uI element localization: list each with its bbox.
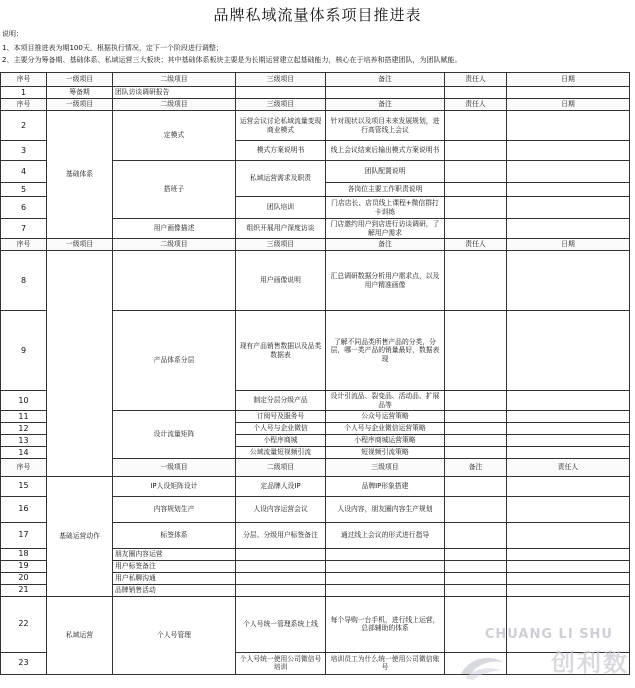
level3-cell: 私域运营需求及职责	[236, 161, 326, 197]
row-number: 8	[1, 251, 47, 311]
row-number: 2	[1, 111, 47, 141]
note-cell	[326, 560, 445, 572]
level2-cell: 内容规划生产	[113, 496, 236, 522]
header-cell: 序号	[1, 239, 47, 251]
owner-cell	[445, 476, 507, 496]
level2-cell: 设计流量矩阵	[113, 411, 236, 459]
owner-cell	[445, 411, 507, 423]
row-number: 22	[1, 596, 47, 652]
header-cell: 一级项目	[47, 73, 113, 87]
date-cell	[507, 197, 630, 219]
level3-cell: 订阅号及服务号	[236, 411, 326, 423]
level2-cell: 个人号管理	[113, 596, 236, 674]
table-row	[1, 111, 630, 141]
level3-cell	[236, 584, 326, 596]
header-row	[1, 99, 630, 111]
note-cell: 门店店长、店员线上课程+微信群打卡训练	[326, 197, 445, 219]
level3-cell: 小程序商城	[236, 435, 326, 447]
note-cell: 品牌IP形象搭建	[326, 476, 445, 496]
row-number: 14	[1, 447, 47, 459]
level2-cell: 朋友圈内容运营	[113, 548, 236, 560]
header-cell: 三级项目	[236, 99, 326, 111]
date-cell	[507, 522, 630, 548]
owner-cell	[445, 141, 507, 161]
header-cell: 备注	[326, 99, 445, 111]
owner-cell	[445, 219, 507, 239]
header-cell: 三级项目	[326, 459, 445, 477]
level3-cell: 制定分层分级产品	[236, 391, 326, 411]
owner-cell	[445, 197, 507, 219]
owner-cell	[445, 496, 507, 522]
note-line-1: 说明：	[2, 30, 23, 38]
level3-cell: 个人号与企业微信	[236, 423, 326, 435]
date-cell	[507, 447, 630, 459]
date-cell	[507, 476, 630, 496]
date-cell	[507, 560, 630, 572]
level3-cell: 运营会议讨论私域流量变现商业模式	[236, 111, 326, 141]
date-cell	[507, 251, 630, 311]
date-cell	[507, 141, 630, 161]
page-title: 品牌私域流量体系项目推进表	[213, 6, 422, 24]
table-row	[1, 87, 630, 99]
row-number: 7	[1, 219, 47, 239]
header-cell: 一级项目	[47, 239, 113, 251]
level3-cell	[236, 572, 326, 584]
row-number: 10	[1, 391, 47, 411]
header-cell: 一级项目	[113, 459, 236, 477]
note-cell	[326, 548, 445, 560]
watermark-chinese: 创利数	[551, 649, 629, 677]
owner-cell	[445, 111, 507, 141]
level3-cell: 定品牌人设IP	[236, 476, 326, 496]
date-cell	[507, 496, 630, 522]
row-number: 16	[1, 496, 47, 522]
header-cell: 日期	[507, 99, 630, 111]
owner-cell	[445, 87, 507, 99]
row-number: 1	[1, 87, 47, 99]
owner-cell	[445, 435, 507, 447]
row-number: 3	[1, 141, 47, 161]
level2-cell: 产品体系分层	[113, 311, 236, 411]
date-cell	[507, 311, 630, 391]
header-cell: 三级项目	[236, 73, 326, 87]
row-number: 9	[1, 311, 47, 391]
level2-cell: 定模式	[113, 111, 236, 161]
date-cell	[507, 411, 630, 423]
note-cell: 通过线上会议的形式进行指导	[326, 522, 445, 548]
level2-cell: 用户标签备注	[113, 560, 236, 572]
level3-cell: 公域流量短视频引流	[236, 447, 326, 459]
date-cell	[507, 423, 630, 435]
note-cell: 针对现状以及项目未来发展规划，进行高管线上会议	[326, 111, 445, 141]
note-cell	[326, 584, 445, 596]
header-cell: 一级项目	[47, 99, 113, 111]
level2-cell: IP人设矩阵设计	[113, 476, 236, 496]
note-cell: 了解不同品类所售产品的分类，分层，哪一类产品的销量最好，数据表现	[326, 311, 445, 391]
level2-cell: 团队访谈调研报告	[113, 87, 236, 99]
note-cell: 人设内容，朋友圈内容生产规划	[326, 496, 445, 522]
owner-cell	[445, 391, 507, 411]
owner-cell	[445, 251, 507, 311]
row-number: 13	[1, 435, 47, 447]
watermark-english: CHUANG LI SHU	[484, 627, 613, 642]
date-cell	[507, 219, 630, 239]
level1-cell: 基础运营动作	[47, 476, 113, 596]
row-number: 21	[1, 584, 47, 596]
owner-cell	[445, 183, 507, 197]
level3-cell: 组织开展用户深度访谈	[236, 219, 326, 239]
owner-cell	[445, 423, 507, 435]
owner-cell	[445, 161, 507, 183]
header-row	[1, 73, 630, 87]
header-cell: 序号	[1, 99, 47, 111]
level3-cell: 分层、分级用户标签备注	[236, 522, 326, 548]
owner-cell	[445, 311, 507, 391]
date-cell	[507, 596, 630, 652]
note-cell: 汇总调研数据分析用户需求点，以及用户精准画像	[326, 251, 445, 311]
header-cell: 责任人	[445, 73, 507, 87]
header-cell: 责任人	[445, 239, 507, 251]
date-cell	[507, 435, 630, 447]
level1-cell: 筹备期	[47, 87, 113, 99]
owner-cell	[445, 596, 507, 652]
note-cell	[326, 87, 445, 99]
date-cell	[507, 572, 630, 584]
header-cell: 二级项目	[236, 459, 326, 477]
level1-cell	[47, 251, 113, 477]
row-number: 11	[1, 411, 47, 423]
level3-cell: 现有产品销售数据以及品类数据表	[236, 311, 326, 391]
project-table	[0, 72, 630, 675]
level2-cell: 搭班子	[113, 161, 236, 219]
level2-cell	[113, 251, 236, 311]
level2-cell: 品牌销售活动	[113, 584, 236, 596]
level2-cell: 标签体系	[113, 522, 236, 548]
level3-cell: 个人号统一使用公司微信号培训	[236, 652, 326, 674]
date-cell	[507, 183, 630, 197]
owner-cell	[445, 572, 507, 584]
header-cell: 序号	[1, 73, 47, 87]
date-cell	[507, 111, 630, 141]
note-cell: 设计引流品、裂变品、活动品、扩展品等	[326, 391, 445, 411]
note-cell: 短视频引流策略	[326, 447, 445, 459]
header-cell: 责任人	[445, 99, 507, 111]
date-cell	[507, 87, 630, 99]
row-number: 19	[1, 560, 47, 572]
note-cell: 线上会议结束后输出模式方案说明书	[326, 141, 445, 161]
header-cell: 日期	[507, 239, 630, 251]
note-cell: 每个导购一台手机，进行线上运营，总部辅助的体系	[326, 596, 445, 652]
note-cell: 门店邀约用户到店进行访谈调研，了解用户需求	[326, 219, 445, 239]
date-cell	[507, 161, 630, 183]
date-cell	[507, 652, 630, 674]
level1-cell: 私域运营	[47, 596, 113, 674]
row-number: 6	[1, 197, 47, 219]
date-cell	[507, 391, 630, 411]
header-cell: 责任人	[507, 459, 630, 477]
note-cell: 小程序商城运营策略	[326, 435, 445, 447]
row-number: 5	[1, 183, 47, 197]
table-row	[1, 251, 630, 311]
note-cell	[326, 572, 445, 584]
owner-cell	[445, 584, 507, 596]
header-row	[1, 239, 630, 251]
header-cell: 二级项目	[113, 239, 236, 251]
note-cell: 团队配置说明	[326, 161, 445, 183]
owner-cell	[445, 548, 507, 560]
row-number: 15	[1, 476, 47, 496]
header-cell: 日期	[507, 73, 630, 87]
level3-cell: 模式方案说明书	[236, 141, 326, 161]
table-row	[1, 476, 630, 496]
owner-cell	[445, 560, 507, 572]
level3-cell	[236, 87, 326, 99]
date-cell	[507, 548, 630, 560]
level3-cell	[236, 560, 326, 572]
row-number: 17	[1, 522, 47, 548]
header-cell: 备注	[326, 239, 445, 251]
note-cell: 个人号与企业微信运营策略	[326, 423, 445, 435]
row-number: 23	[1, 652, 47, 674]
level3-cell	[236, 548, 326, 560]
level2-cell: 用户画像描述	[113, 219, 236, 239]
level3-cell: 人设内容运营会议	[236, 496, 326, 522]
level3-cell: 用户画像说明	[236, 251, 326, 311]
note-line-2: 1、本项目推进表为期100天，根据执行情况，定下一个阶段进行调整；	[2, 44, 223, 52]
row-number: 18	[1, 548, 47, 560]
level2-cell: 用户私聊沟通	[113, 572, 236, 584]
level3-cell: 个人号统一管理系统上线	[236, 596, 326, 652]
row-number: 4	[1, 161, 47, 183]
owner-cell	[445, 447, 507, 459]
level3-cell: 团队培训	[236, 197, 326, 219]
row-number: 12	[1, 423, 47, 435]
date-cell	[507, 584, 630, 596]
note-line-3: 2、主要分为筹备期、基础体系、私域运营三大板块；其中基础体系板块主要是为长期运营建立起基础能力，核心在于培养和搭建团队，为团队赋能。	[2, 56, 462, 64]
level1-cell: 基础体系	[47, 111, 113, 239]
note-cell: 公众号运营策略	[326, 411, 445, 423]
owner-cell	[445, 652, 507, 674]
header-cell: 三级项目	[236, 239, 326, 251]
header-cell: 二级项目	[113, 73, 236, 87]
header-cell: 二级项目	[113, 99, 236, 111]
header-cell: 备注	[326, 73, 445, 87]
header-cell: 序号	[1, 459, 47, 477]
note-cell: 培训员工为什么统一使用公司微信账号	[326, 652, 445, 674]
row-number: 20	[1, 572, 47, 584]
note-cell: 各岗位主要工作职责说明	[326, 183, 445, 197]
table-row	[1, 596, 630, 652]
header-cell: 备注	[445, 459, 507, 477]
owner-cell	[445, 522, 507, 548]
